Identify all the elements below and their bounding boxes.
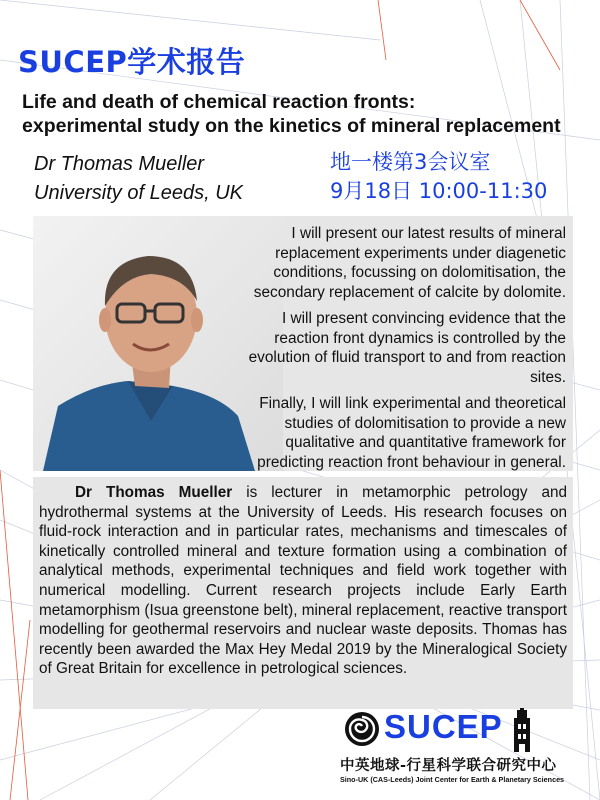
logo-wordmark: SUCEP (384, 708, 503, 745)
talk-title-line-2: experimental study on the kinetics of mineral replacement (22, 115, 561, 137)
bio-paragraph (39, 483, 567, 679)
talk-abstract (232, 224, 566, 479)
speaker-info (34, 150, 243, 208)
talk-title-line-1: Life and death of chemical reaction fronts: (22, 91, 416, 113)
abstract-paragraph-2: I will present convincing evidence that the reaction front dynamics is controlled by the evolution of fluid transport to and from reaction sites. (248, 310, 566, 386)
speaker-affiliation: University of Leeds, UK (34, 182, 243, 204)
speaker-name: Dr Thomas Mueller (34, 153, 205, 175)
logo-english-name: Sino-UK (CAS-Leeds) Joint Center for Earth & Planetary Sciences (340, 775, 565, 784)
abstract-paragraph-1: I will present our latest results of mineral replacement experiments under diagenetic conditions, focussing on dolomitisation, the secondary replacement of calcite by dolomite. (253, 225, 566, 301)
speaker-bio (33, 477, 573, 709)
logo-chinese-name: 中英地球-行星科学联合研究中心 (340, 758, 557, 774)
talk-title (22, 90, 592, 138)
event-venue: 地一楼第3会议室 (330, 150, 491, 174)
event-datetime: 9月18日 10:00-11:30 (330, 179, 548, 203)
bio-speaker-name: Dr Thomas Mueller (75, 484, 233, 501)
spiral-logo-icon (344, 711, 380, 747)
event-info (330, 148, 547, 206)
bio-text: is lecturer in metamorphic petrology and hydrothermal systems at the University of Leeds. His research focuses on fluid-rock interaction and in particular rates, mechanisms and timescales of kinetically controlled mineral and texture formation using a combination of analytical methods, experimental techniques and field work together with numerical modelling. Current research projects include Early Earth metamorphism (Isua greenstone belt), mineral replacement, reactive transport modelling for geothermal reservoirs and nuclear waste deposits. Thomas has recently been awarded the Max Hey Medal 2019 by the Mineralogical Society of Great Britain for excellence in petrological sciences. (39, 484, 568, 678)
sucep-logo (338, 708, 598, 798)
series-header: SUCEP学术报告 (18, 45, 246, 79)
abstract-paragraph-3: Finally, I will link experimental and theoretical studies of dolomitisation to provide a new qualitative and quantitative framework for predicting reaction front behaviour in general. (257, 395, 566, 471)
tower-icon (510, 708, 534, 752)
